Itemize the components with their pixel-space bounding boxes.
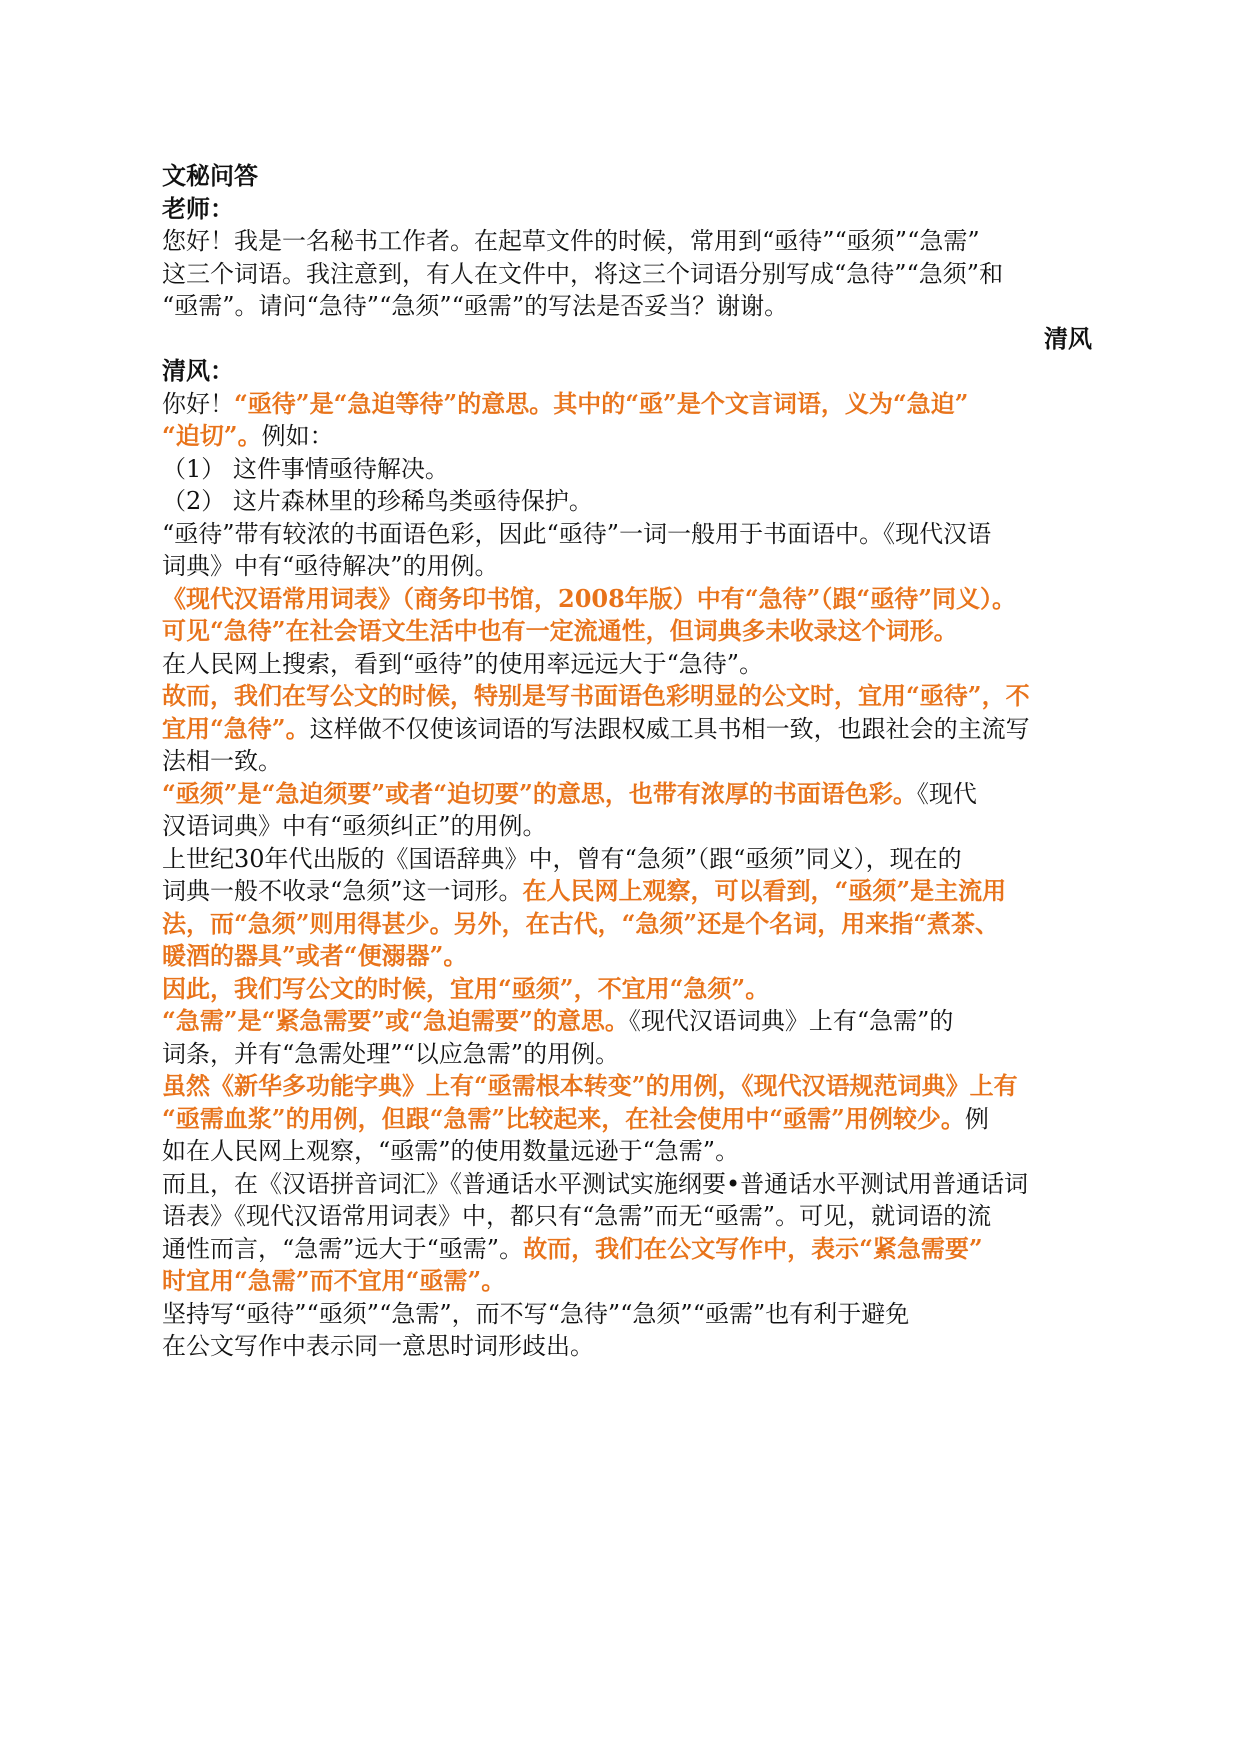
- answer-line: [162, 1103, 1092, 1136]
- emphasis-text: “亟须”是“急迫须要”或者“迫切要”的意思，也带有浓厚的书面语色彩。: [162, 778, 917, 808]
- example-item: （1） 这件事情亟待解决。: [162, 454, 449, 483]
- emphasis-line: 虽然《新华多功能字典》上有“亟需根本转变”的用例，《现代汉语规范词典》上有: [162, 1071, 1018, 1100]
- question-line: 您好！我是一名秘书工作者。在起草文件的时候，常用到“亟待”“亟须”“急需”: [162, 227, 980, 255]
- example-item: （2） 这片森林里的珍稀鸟类亟待保护。: [162, 487, 593, 515]
- emphasis-line: 因此，我们写公文的时候，宜用“亟须”，不宜用“急须”。: [162, 973, 770, 1003]
- question-paragraph: [162, 225, 1092, 323]
- answer-line: [162, 778, 1092, 811]
- answer-line: [162, 713, 1092, 746]
- signature: 清风: [1044, 323, 1092, 353]
- emphasis-line: 时宜用“急需”而不宜用“亟需”。: [162, 1266, 506, 1295]
- answer-line: 在人民网上搜索，看到“亟待”的使用率远远大于“急待”。: [162, 649, 764, 678]
- emphasis-text: 在人民网上观察，可以看到，“亟须”是主流用: [522, 876, 1007, 905]
- document-page: [162, 160, 1092, 1363]
- greeting-text: 你好！: [162, 389, 234, 418]
- answer-body: [162, 388, 1092, 1363]
- emphasis-line: 暖酒的器具”或者“便溺器”。: [162, 941, 468, 970]
- emphasis-text: “迫切”。: [162, 421, 262, 450]
- body-text: 《现代: [916, 779, 977, 808]
- question-line: 这三个词语。我注意到，有人在文件中，将这三个词语分别写成“急待”“急须”和: [162, 259, 1004, 288]
- body-text: 通性而言，“急需”远大于“亟需”。: [162, 1234, 524, 1263]
- emphasis-line: 可见“急待”在社会语文生活中也有一定流通性，但词典多未收录这个词形。: [162, 616, 958, 645]
- reply-salutation: 清风：: [162, 356, 234, 385]
- answer-line: [162, 420, 1092, 453]
- answer-line: 词典》中有“亟待解决”的用例。: [162, 552, 499, 580]
- answer-line: [162, 388, 1092, 421]
- answer-line: [162, 1005, 1092, 1038]
- answer-line: 汉语词典》中有“亟须纠正”的用例。: [162, 812, 547, 840]
- answer-line: 坚持写“亟待”“亟须”“急需”，而不写“急待”“急须”“亟需”也有利于避免: [162, 1299, 910, 1328]
- emphasis-text: “亟待”是“急迫等待”的意思。其中的“亟”是个文言词语，义为“急迫”: [234, 388, 969, 418]
- answer-line: [162, 1233, 1092, 1266]
- answer-line: [162, 875, 1092, 908]
- answer-line: 上世纪30年代出版的《国语辞典》中，曾有“急须”（跟“亟须”同义），现在的: [162, 844, 962, 873]
- body-text: 词典一般不收录“急须”这一词形。: [162, 877, 523, 905]
- document-title: 文秘问答: [162, 161, 258, 190]
- salutation: 老师：: [162, 193, 234, 223]
- answer-line: 而且，在《汉语拼音词汇》《普通话水平测试实施纲要•普通话水平测试用普通话词: [162, 1169, 1029, 1198]
- question-line: “亟需”。请问“急待”“急须”“亟需”的写法是否妥当？谢谢。: [162, 292, 789, 320]
- answer-line: 在公文写作中表示同一意思时词形歧出。: [162, 1332, 594, 1360]
- emphasis-line: 《现代汉语常用词表》（商务印书馆，2008年版）中有“急待”（跟“亟待”同义）。: [162, 583, 1017, 613]
- body-text: 例: [964, 1104, 989, 1133]
- emphasis-text: “亟需血浆”的用例，但跟“急需”比较起来，在社会使用中“亟需”用例较少。: [162, 1103, 965, 1133]
- answer-line: 法相一致。: [162, 747, 282, 775]
- answer-line: 词条，并有“急需处理”“以应急需”的用例。: [162, 1039, 620, 1068]
- body-text: 例如：: [261, 422, 334, 450]
- answer-line: 语表》《现代汉语常用词表》中，都只有“急需”而无“亟需”。可见，就词语的流: [162, 1202, 992, 1230]
- emphasis-line: 法，而“急须”则用得甚少。另外，在古代，“急须”还是个名词，用来指“煮茶、: [162, 908, 1000, 938]
- emphasis-text: 宜用“急待”。: [162, 713, 310, 743]
- emphasis-text: “急需”是“紧急需要”或“急迫需要”的意思。: [162, 1006, 629, 1035]
- body-text: 《现代汉语词典》上有“急需”的: [628, 1007, 954, 1035]
- answer-line: “亟待”带有较浓的书面语色彩，因此“亟待”一词一般用于书面语中。《现代汉语: [162, 519, 992, 548]
- emphasis-line: 故而，我们在写公文的时候，特别是写书面语色彩明显的公文时，宜用“亟待”，不: [162, 681, 1030, 710]
- body-text: 这样做不仅使该词语的写法跟权威工具书相一致，也跟社会的主流写: [309, 714, 1030, 743]
- emphasis-text: 故而，我们在公文写作中，表示“紧急需要”: [523, 1233, 983, 1263]
- answer-line: 如在人民网上观察，“亟需”的使用数量远逊于“急需”。: [162, 1137, 740, 1165]
